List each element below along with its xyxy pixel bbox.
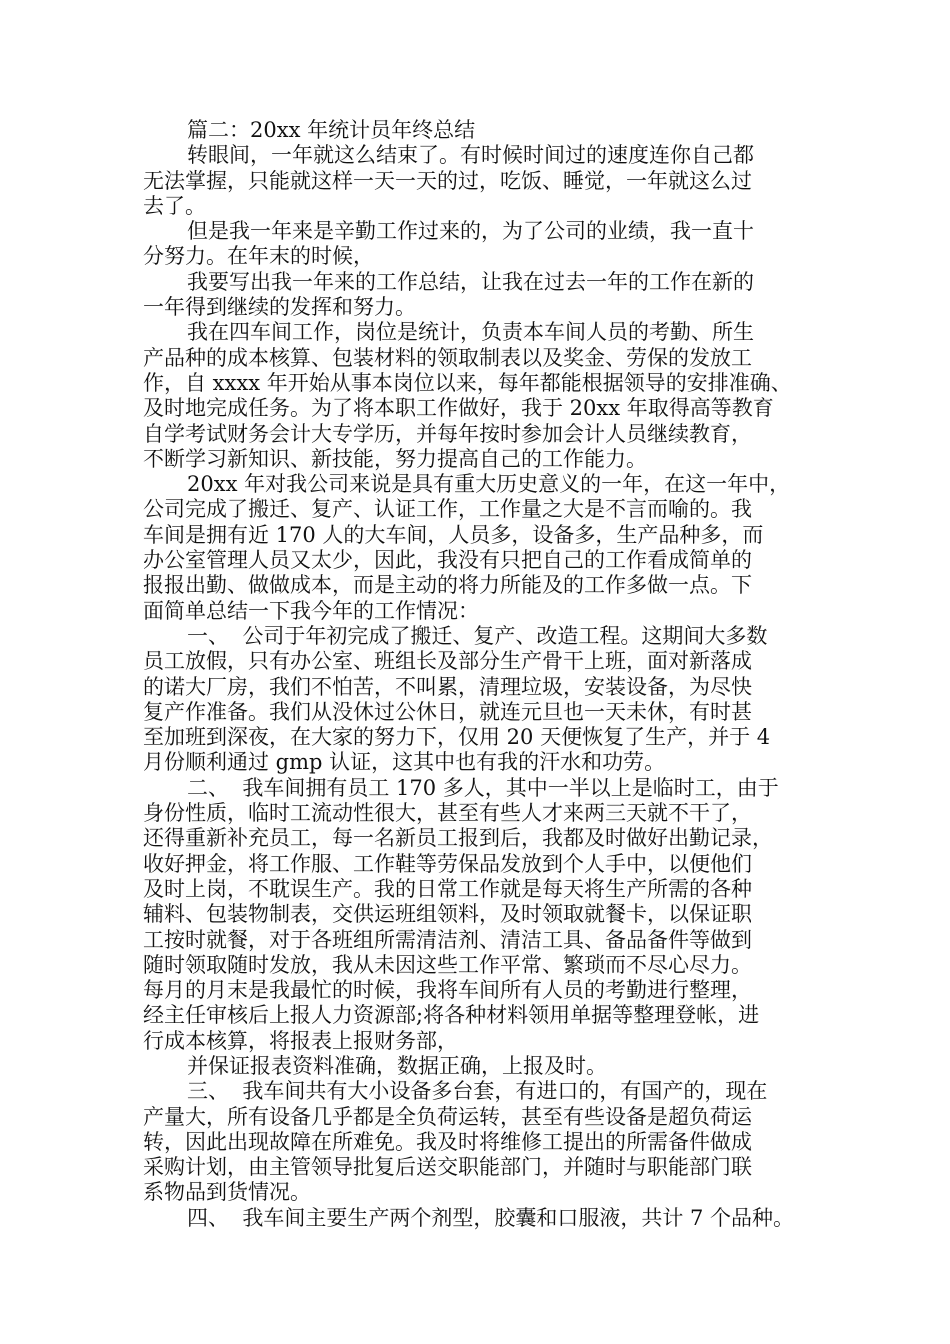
text-line: 系物品到货情况。 [143,1180,311,1205]
text-line: 转眼间，一年就这么结束了。有时候时间过的速度连你自己都 [187,143,754,168]
text-line: 收好押金，将工作服、工作鞋等劳保品发放到个人手中，以便他们 [143,851,752,876]
text-line: 三、 我车间共有大小设备多台套，有进口的，有国产的，现在 [187,1079,768,1104]
text-line: 辅料、包装物制表，交供运班组领料，及时领取就餐卡，以保证职 [143,902,752,927]
text-line: 产量大，所有设备几乎都是全负荷运转，甚至有些设备是超负荷运 [143,1104,752,1129]
text-line: 的诺大厂房，我们不怕苦，不叫累，清理垃圾，安装设备，为尽快 [143,674,752,699]
text-line: 并保证报表资料准确，数据正确，上报及时。 [187,1053,607,1078]
text-line: 每月的月末是我最忙的时候，我将车间所有人员的考勤进行整理， [143,978,752,1003]
text-line: 面简单总结一下我今年的工作情况： [143,598,479,623]
text-line: 行成本核算，将报表上报财务部， [143,1028,458,1053]
text-line: 去了。 [143,193,206,218]
text-line: 二、 我车间拥有员工 170 多人，其中一半以上是临时工，由于 [187,775,779,800]
text-line: 自学考试财务会计大专学历，并每年按时参加会计人员继续教育， [143,421,752,446]
text-line: 还得重新补充员工，每一名新员工报到后，我都及时做好出勤记录， [143,826,773,851]
text-line: 但是我一年来是辛勤工作过来的，为了公司的业绩，我一直十 [187,219,754,244]
text-line: 及时地完成任务。为了将本职工作做好，我于 20xx 年取得高等教育 [143,396,774,421]
text-line: 作，自 xxxx 年开始从事本岗位以来，每年都能根据领导的安排准确、 [143,370,792,395]
text-line: 一、 公司于年初完成了搬迁、复产、改造工程。这期间大多数 [187,623,768,648]
text-line: 我在四车间工作，岗位是统计，负责本车间人员的考勤、所生 [187,320,754,345]
text-line: 复产作准备。我们从没休过公休日，就连元旦也一天未休，有时甚 [143,699,752,724]
text-line: 工按时就餐，对于各班组所需清洁剂、清洁工具、备品备件等做到 [143,927,752,952]
text-line: 无法掌握，只能就这样一天一天的过，吃饭、睡觉，一年就这么过 [143,168,752,193]
text-line: 车间是拥有近 170 人的大车间，人员多，设备多，生产品种多，而 [143,522,764,547]
text-line: 经主任审核后上报人力资源部;将各种材料领用单据等整理登帐，进 [143,1003,760,1028]
text-line: 公司完成了搬迁、复产、认证工作，工作量之大是不言而喻的。我 [143,497,752,522]
text-line: 产品种的成本核算、包装材料的领取制表以及奖金、劳保的发放工 [143,345,752,370]
text-line: 至加班到深夜，在大家的努力下，仅用 20 天便恢复了生产，并于 4 [143,725,771,750]
text-line: 转，因此出现故障在所难免。我及时将维修工提出的所需备件做成 [143,1129,752,1154]
text-line: 篇二：20xx 年统计员年终总结 [187,118,476,142]
document-page [143,118,823,1231]
text-line: 我要写出我一年来的工作总结，让我在过去一年的工作在新的 [187,269,754,294]
text-line: 采购计划，由主管领导批复后送交职能部门，并随时与职能部门联 [143,1155,752,1180]
text-line: 不断学习新知识、新技能，努力提高自己的工作能力。 [143,446,647,471]
text-line: 办公室管理人员又太少，因此，我没有只把自己的工作看成简单的 [143,548,752,573]
text-line: 身份性质，临时工流动性很大，甚至有些人才来两三天就不干了， [143,801,752,826]
text-line: 20xx 年对我公司来说是具有重大历史意义的一年，在这一年中， [187,472,791,497]
text-line: 四、 我车间主要生产两个剂型，胶囊和口服液，共计 7 个品种。 [187,1205,795,1230]
text-line: 一年得到继续的发挥和努力。 [143,295,416,320]
text-line: 员工放假，只有办公室、班组长及部分生产骨干上班，面对新落成 [143,649,752,674]
text-line: 及时上岗，不耽误生产。我的日常工作就是每天将生产所需的各种 [143,876,752,901]
text-line: 月份顺利通过 gmp 认证，这其中也有我的汗水和功劳。 [143,750,666,775]
text-line: 报报出勤、做做成本，而是主动的将力所能及的工作多做一点。下 [143,573,752,598]
text-line: 分努力。在年末的时候， [143,244,374,269]
text-line: 随时领取随时发放，我从未因这些工作平常、繁琐而不尽心尽力。 [143,952,752,977]
